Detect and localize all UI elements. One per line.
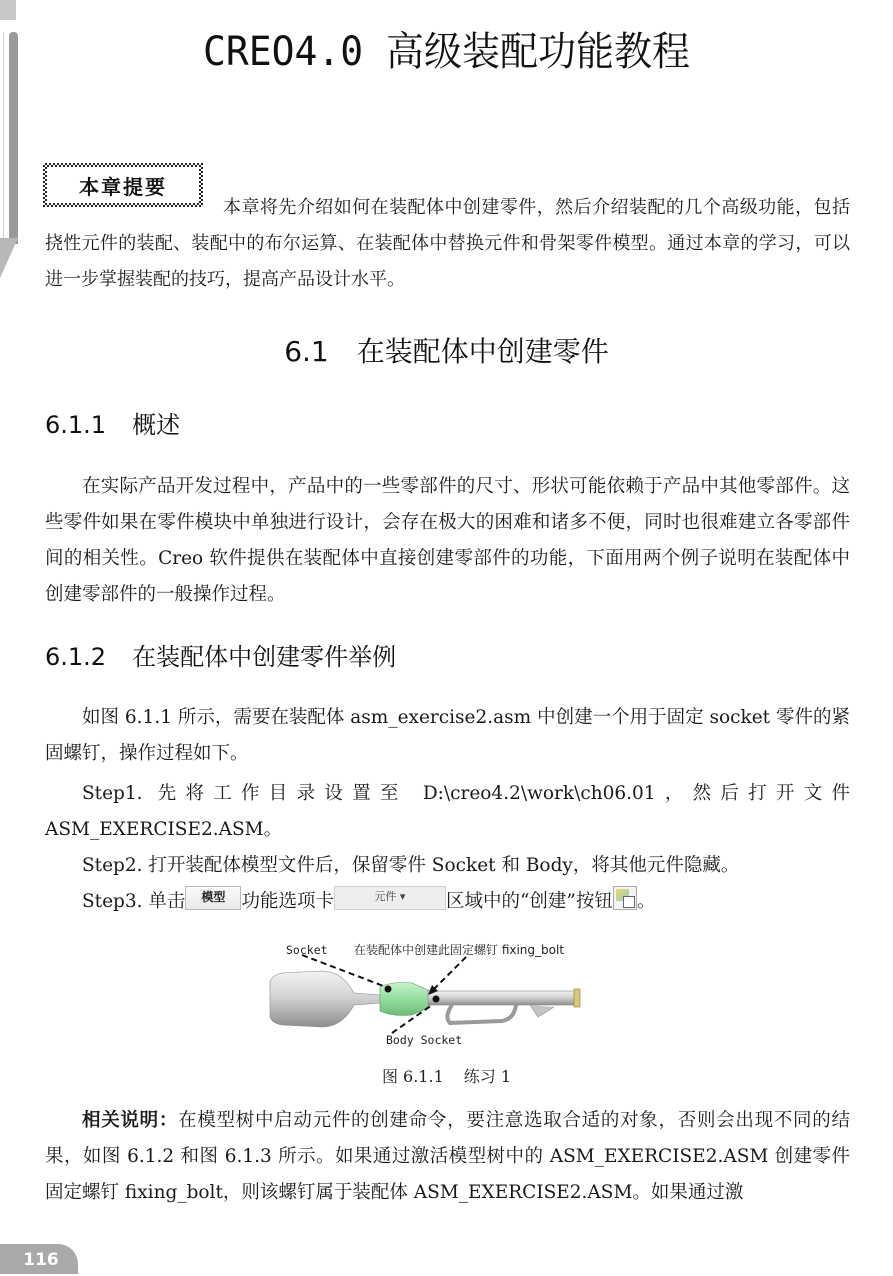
step-3-prefix: Step3. 单击 (82, 891, 186, 912)
step-3-mid1: 功能选项卡 (241, 891, 334, 912)
figure-label-body-socket: Body Socket (386, 1033, 463, 1047)
related-note-text: 在模型树中启动元件的创建命令，要注意选取合适的对象，否则会出现不同的结果，如图 6.1.2 和图 6.1.3 所示。如果通过激活模型树中的 ASM_EXERCISE2.ASM 创建零件固定螺钉 fixing_bolt，则该螺钉属于装配体 ASM_EXERCISE2.ASM。如果通过激 (45, 1110, 850, 1203)
figure-6-1-1 (262, 935, 622, 1065)
model-tab-image: 模型 (185, 886, 241, 910)
figure-caption-text: 练习 1 (463, 1067, 512, 1086)
subsection-title: 在装配体中创建零件举例 (132, 643, 397, 671)
section-heading-6-1 (0, 330, 893, 370)
step-3 (45, 884, 850, 920)
figure-caption (0, 1064, 893, 1087)
step-2: Step2. 打开装配体模型文件后，保留零件 Socket 和 Body，将其他元件隐藏。 (82, 855, 740, 876)
page-edge-triangle (0, 238, 18, 278)
create-component-icon (613, 886, 637, 910)
section-title: 在装配体中创建零件 (356, 335, 609, 368)
related-note-label: 相关说明： (82, 1110, 179, 1131)
step-1: Step1. 先将工作目录设置至 D:\creo4.2\work\ch06.01，然后打开文件 ASM_EXERCISE2.ASM。 (45, 783, 850, 840)
section-number: 6.1 (284, 335, 329, 368)
related-note-paragraph (45, 1103, 850, 1211)
example-intro-paragraph: 如图 6.1.1 所示，需要在装配体 asm_exercise2.asm 中创建一个用于固定 socket 零件的紧固螺钉，操作过程如下。 (45, 707, 850, 764)
page-edge-decoration (0, 0, 16, 20)
page-title: CREO4.0 高级装配功能教程 (202, 28, 691, 75)
overview-paragraph: 在实际产品开发过程中，产品中的一些零部件的尺寸、形状可能依赖于产品中其他零部件。这些零件如果在零件模块中单独进行设计，会存在极大的困难和诸多不便，同时也很难建立各零部件间的相关性。Creo 软件提供在装配体中直接创建零部件的功能，下面用两个例子说明在装配体中创建零部件的一般操作过程。 (45, 476, 850, 605)
subsection-number: 6.1.2 (45, 643, 107, 671)
page-number-tab: 116 (0, 1244, 78, 1274)
step-3-mid2: 区域中的“创建”按钮 (445, 891, 613, 912)
subsection-heading-6-1-2 (45, 637, 396, 672)
figure-label-fixing-bolt: 在装配体中创建此固定螺钉 fixing_bolt (354, 943, 565, 957)
step-3-suffix: 。 (636, 891, 656, 912)
chapter-summary-text: 本章将先介绍如何在装配体中创建零件，然后介绍装配的几个高级功能，包括挠性元件的装配、装配中的布尔运算、在装配体中替换元件和骨架零件模型。通过本章的学习，可以进一步掌握装配的技巧，提高产品设计水平。 (45, 197, 850, 290)
subsection-number: 6.1.1 (45, 411, 107, 439)
chapter-summary-label: 本章提要 (47, 167, 199, 203)
subsection-heading-6-1-1 (45, 405, 180, 440)
subsection-title: 概述 (132, 411, 181, 439)
assembly-model-illustration (262, 935, 622, 1035)
figure-caption-number: 图 6.1.1 (381, 1067, 444, 1086)
component-dropdown-image: 元件 ▾ (334, 886, 446, 910)
figure-label-socket: Socket (286, 943, 328, 957)
